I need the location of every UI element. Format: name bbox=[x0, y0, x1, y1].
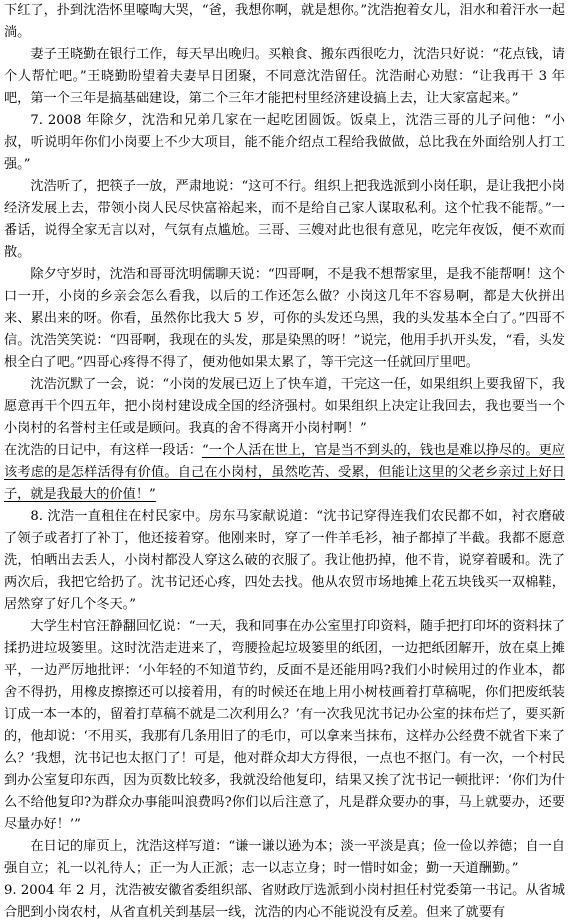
diary-paragraph bbox=[4, 440, 565, 506]
paragraph: 8. 沈浩一直租住在村民家中。房东马家献说道：“沈书记穿得连我们农民都不如，衬衣磨破了领子或者打了补丁，他还接着穿。他刚来时，穿了一件羊毛衫，袖子都掉了半截。我都不愿意洗，怕晒出去丢人，小岗村都没人穿这么破的衣服了。我让他扔掉，他不肯，说穿着暖和。洗了两次后，我把它给扔了。沈书记还心疼，四处去找。他从农贸市场地摊上花五块钱买一双棉鞋，居然穿了好几个冬天。” bbox=[4, 509, 565, 612]
paragraph: 妻子王晓勤在银行工作，每天早出晚归。买粮食、搬东西很吃力，沈浩只好说：“花点钱，请个人帮忙吧。”王晓勤盼望着夫妻早日团聚，不同意沈浩留任。沈浩耐心劝慰：“让我再干 3 年吧，第一个三年是搞基础建设，第二个三年才能把村里经济建设搞上去，让大家富起来。” bbox=[4, 47, 565, 106]
diary-quote-underlined: “一个人活在世上，官是当不到头的，钱也是难以挣尽的。更应该考虑的是怎样活得有价值。自己在小岗村，虽然吃苦、受累，但能让这里的父老乡亲过上好日子，就是我最大的价值！” bbox=[4, 443, 565, 502]
paragraph: 在日记的扉页上，沈浩这样写道：“谦一谦以逊为本；淡一平淡是真；俭一俭以养德；自一自强自立；礼一以礼待人；正一为人正派；志一以志立身；时一惜时如金；勤一天道酬勤。” bbox=[4, 839, 565, 876]
paragraph: 9. 2004 年 2 月，沈浩被安徽省委组织部、省财政厅选派到小岗村担任村党委第一书记。从省城合肥到小岗农村，从省直机关到基层一线，沈浩的内心不能说没有反差。但来了就要有 bbox=[4, 883, 565, 920]
document-body bbox=[4, 0, 565, 924]
diary-intro: 在沈浩的日记中，有这样一段话： bbox=[4, 443, 202, 458]
paragraph: 大学生村官汪静翻回忆说：“一天，我和同事在办公室里打印资料，随手把打印坏的资料抹了揉扔进垃圾篓里。这时沈浩走进来了，弯腰捡起垃圾篓里的纸团，一边把纸团解开，放在桌上摊平，一边严厉地批评：‘小年轻的不知道节约，反面不是还能用吗?我们小时候用过的作业本，都舍不得扔，用橡皮擦擦还可以接着用，有的时候还在地上用小树枝画着打草稿呢，你们把废纸装订成一本一本的，留着打草稿不就是二次利用么？’有一次我见沈书记办公室的抹布烂了，要买新的，他却说：‘不用买，我那有几条用旧了的毛巾，可以拿来当抹布，这样办公经费不就省下来了么？’我想，沈书记也太抠门了！可是，他对群众却大方得很，一点也不抠门。有一次，一个村民到办公室复印东西，因为页数比较多，我就没给他复印，结果又挨了沈书记一顿批评：‘你们为什么不给他复印?为群众办事能叫浪费吗?你们以后注意了，凡是群众要办的事，马上就要办，还要尽量办好！’” bbox=[4, 619, 565, 832]
paragraph: 下红了，扑到沈浩怀里嚎啕大哭，“爸，我想你啊，就是想你。”沈浩抱着女儿，泪水和着汗水一起淌。 bbox=[4, 3, 565, 40]
paragraph: 沈浩听了，把筷子一放，严肃地说：“这可不行。组织上把我选派到小岗任职，是让我把小岗经济发展上去，带领小岗人民尽快富裕起来，而不是给自己家人谋取私利。这个忙我不能帮。”一番话，说得全家无言以对，气氛有点尴尬。三哥、三嫂对此也很有意见，吃完年夜饭，便不欢而散。 bbox=[4, 179, 565, 260]
paragraph: 7. 2008 年除夕，沈浩和兄弟几家在一起吃团圆饭。饭桌上，沈浩三哥的儿子问他：“小叔，听说明年你们小岗要上不少大项目，能不能介绍点工程给我做做，总比我在外面给别人打工强。” bbox=[4, 113, 565, 172]
paragraph: 沈浩沉默了一会，说：“小岗的发展已迈上了快车道，干完这一任，如果组织上要我留下，我愿意再干个四五年，把小岗村建设成全国的经济强村。如果组织上决定让我回去，我也要当一个小岗村的名誉村主任或是顾问。我真的舍不得离开小岗村啊！” bbox=[4, 377, 565, 436]
paragraph: 除夕守岁时，沈浩和哥哥沈明儒聊天说：“四哥啊，不是我不想帮家里，是我不能帮啊！这个口一开，小岗的乡亲会怎么看我，以后的工作还怎么做？小岗这几年不容易啊，都是大伙拼出来、累出来的呀。你看，虽然你比我大 5 岁，可你的头发还乌黑，我的头发基本全白了。”四哥不信。沈浩笑笑说：“四哥啊，我现在的头发，那是染黑的呀！”说完，他用手扒开头发，“看，头发根全白了吧。”四哥心疼得不得了，便劝他如果太累了，等干完这一任就回厅里吧。 bbox=[4, 267, 565, 370]
